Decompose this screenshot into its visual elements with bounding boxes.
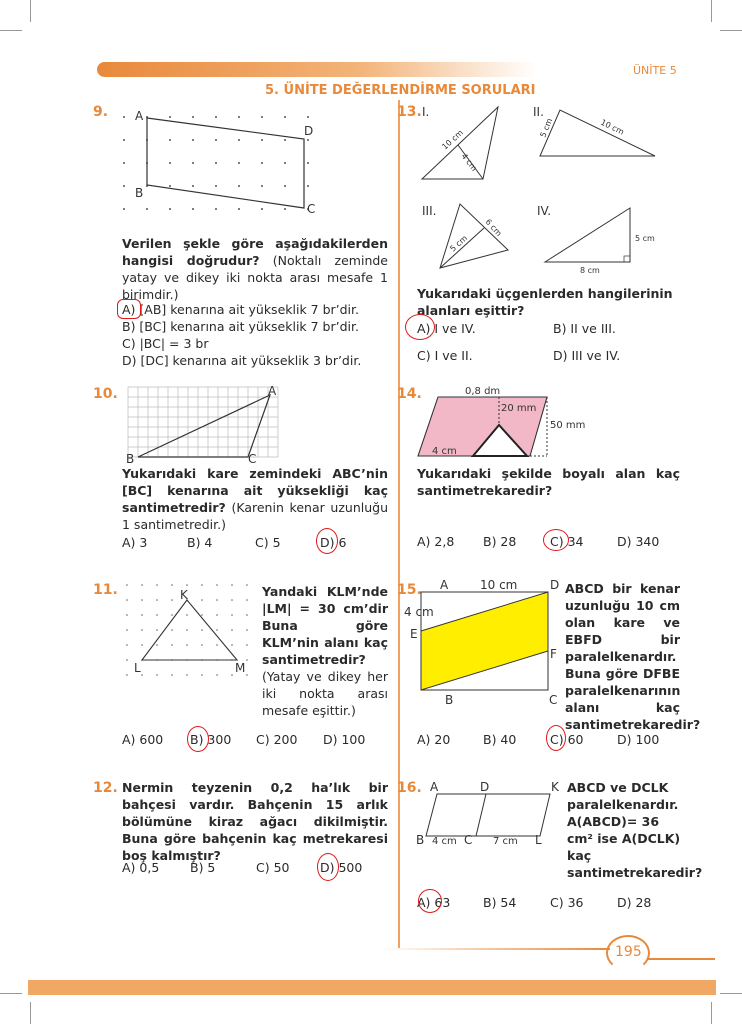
svg-text:D: D <box>550 578 560 592</box>
grid-dot <box>201 599 203 601</box>
grid-dot <box>146 208 148 210</box>
question-number: 13. <box>397 104 422 120</box>
svg-text:K: K <box>551 780 559 794</box>
grid-dot <box>126 584 128 586</box>
answer-mark <box>543 529 569 551</box>
q12-question-text: Nermin teyzenin 0,2 ha’lık bir bahçesi vardır. Bahçenin 15 arlık bölümüne kiraz ağacı dikilmiştir. Buna göre bahçenin kaç metrekaresi boş kalmıştır? <box>122 780 388 863</box>
grid-dot <box>141 629 143 631</box>
grid-dot <box>156 629 158 631</box>
q14-option-b[interactable]: B) 28 <box>483 534 517 549</box>
svg-text:D: D <box>304 124 314 138</box>
grid-dot <box>307 116 309 118</box>
crop-mark <box>711 0 712 22</box>
grid-dot <box>215 185 217 187</box>
grid-dot <box>141 599 143 601</box>
svg-text:C: C <box>307 202 316 216</box>
grid-dot <box>284 162 286 164</box>
grid-dot <box>169 208 171 210</box>
svg-text:4 cm: 4 cm <box>404 605 434 619</box>
q11-option-d[interactable]: D) 100 <box>323 732 366 747</box>
page-title: 5. ÜNİTE DEĞERLENDİRME SORULARI <box>265 83 536 98</box>
svg-text:6 cm: 6 cm <box>483 217 504 239</box>
svg-text:B: B <box>445 693 454 707</box>
crop-mark <box>30 0 31 22</box>
grid-dot <box>216 674 218 676</box>
svg-text:B: B <box>416 833 425 847</box>
q11-dot-grid-figure <box>120 580 260 680</box>
grid-dot <box>141 644 143 646</box>
grid-dot <box>169 116 171 118</box>
grid-dot <box>231 644 233 646</box>
svg-text:A: A <box>135 109 144 123</box>
q12-option-c[interactable]: C) 50 <box>256 860 290 875</box>
grid-dot <box>192 116 194 118</box>
answer-mark <box>405 314 435 340</box>
svg-text:10 cm: 10 cm <box>599 117 626 137</box>
grid-dot <box>126 659 128 661</box>
grid-dot <box>238 139 240 141</box>
svg-text:5 cm: 5 cm <box>635 234 655 243</box>
q14-question-text: Yukarıdaki şekilde boyalı alan kaç santimetrekaredir? <box>417 466 680 498</box>
q14-option-a[interactable]: A) 2,8 <box>417 534 455 549</box>
grid-dot <box>186 584 188 586</box>
answer-mark <box>187 726 209 752</box>
grid-dot <box>201 674 203 676</box>
grid-dot <box>171 584 173 586</box>
svg-text:C: C <box>549 693 558 707</box>
answer-mark <box>316 528 338 554</box>
q15-option-a[interactable]: A) 20 <box>417 732 451 747</box>
svg-text:A: A <box>268 384 277 398</box>
svg-text:50 mm: 50 mm <box>550 420 586 431</box>
grid-dot <box>284 139 286 141</box>
grid-dot <box>261 162 263 164</box>
grid-dot <box>307 185 309 187</box>
svg-text:0,8 dm: 0,8 dm <box>465 386 501 397</box>
grid-dot <box>171 599 173 601</box>
q13-triangles-figure <box>405 100 695 280</box>
grid-dot <box>169 185 171 187</box>
q14-shaded-parallelogram-figure <box>410 383 600 463</box>
svg-text:K: K <box>180 588 188 602</box>
q9-option-c[interactable]: C) |BC| = 3 br <box>122 336 209 351</box>
grid-dot <box>246 599 248 601</box>
svg-text:20 mm: 20 mm <box>501 403 537 414</box>
grid-dot <box>231 599 233 601</box>
q12-option-d[interactable]: D) 500 <box>320 860 363 875</box>
grid-dot <box>123 116 125 118</box>
q12-option-a[interactable]: A) 0,5 <box>122 860 160 875</box>
svg-text:E: E <box>410 627 418 641</box>
question-number: 14. <box>397 386 422 402</box>
q14-option-d[interactable]: D) 340 <box>617 534 660 549</box>
q9-option-a[interactable]: A) [AB] kenarına ait yükseklik 7 br’dir. <box>122 302 359 317</box>
question-number: 11. <box>93 582 118 598</box>
grid-dot <box>216 614 218 616</box>
svg-text:II.: II. <box>533 105 544 119</box>
grid-dot <box>169 139 171 141</box>
q13-option-b[interactable]: B) II ve III. <box>553 321 616 336</box>
grid-dot <box>231 629 233 631</box>
answer-mark <box>418 889 442 913</box>
grid-dot <box>201 584 203 586</box>
q10-option-d[interactable]: D) 6 <box>320 535 347 550</box>
svg-text:C: C <box>248 452 257 466</box>
grid-dot <box>171 644 173 646</box>
grid-dot <box>307 162 309 164</box>
page-number: 195 <box>615 944 642 960</box>
svg-text:IV.: IV. <box>537 204 552 218</box>
answer-mark <box>546 725 566 751</box>
question-number: 10. <box>93 386 118 402</box>
grid-dot <box>186 644 188 646</box>
grid-dot <box>141 614 143 616</box>
q16-option-a[interactable]: A) 63 <box>417 895 451 910</box>
grid-dot <box>201 614 203 616</box>
grid-dot <box>216 629 218 631</box>
grid-dot <box>186 674 188 676</box>
grid-dot <box>126 614 128 616</box>
svg-text:M: M <box>235 661 246 675</box>
q10-option-c[interactable]: C) 5 <box>255 535 281 550</box>
crop-mark <box>720 993 742 994</box>
svg-text:L: L <box>134 661 141 675</box>
q15-option-c[interactable]: C) 60 <box>550 732 584 747</box>
q9-question-text: Verilen şekle göre aşağıdakilerden hangisi doğrudur? (Noktalı zeminde yatay ve dikey iki nokta arası mesafe 1 birimdir.) <box>122 236 388 302</box>
grid-dot <box>123 208 125 210</box>
grid-dot <box>201 629 203 631</box>
crop-mark <box>30 1002 31 1024</box>
grid-dot <box>123 139 125 141</box>
svg-text:L: L <box>535 833 542 847</box>
svg-text:5 cm: 5 cm <box>538 116 555 139</box>
svg-text:5 cm: 5 cm <box>448 233 470 254</box>
footer-bar <box>28 980 716 995</box>
grid-dot <box>186 629 188 631</box>
grid-dot <box>231 674 233 676</box>
grid-dot <box>186 614 188 616</box>
q14-option-c[interactable]: C) 34 <box>550 534 584 549</box>
grid-dot <box>284 208 286 210</box>
question-number: 12. <box>93 780 118 796</box>
q10-option-b[interactable]: B) 4 <box>187 535 213 550</box>
q15-option-d[interactable]: D) 100 <box>617 732 660 747</box>
answer-mark <box>317 853 339 881</box>
grid-dot <box>141 674 143 676</box>
grid-dot <box>126 674 128 676</box>
grid-dot <box>171 674 173 676</box>
grid-dot <box>238 185 240 187</box>
grid-dot <box>284 185 286 187</box>
question-number: 16. <box>397 780 422 796</box>
grid-dot <box>169 162 171 164</box>
q16-option-d[interactable]: D) 28 <box>617 895 652 910</box>
unit-label: ÜNİTE 5 <box>633 64 677 77</box>
crop-mark <box>0 993 22 994</box>
grid-dot <box>123 162 125 164</box>
footer-line-right <box>648 958 715 960</box>
q9-dot-grid-figure <box>115 105 335 220</box>
q13-question-text: Yukarıdaki üçgenlerden hangilerinin alanları eşittir? <box>417 286 673 318</box>
q10-question-text: Yukarıdaki kare zemindeki ABC’nin [BC] kenarına ait yüksekliği kaç santimetredir? (Karenin kenar uzunluğu 1 santimetredir.) <box>122 466 388 532</box>
q11-option-c[interactable]: C) 200 <box>256 732 298 747</box>
grid-dot <box>284 116 286 118</box>
column-divider <box>398 100 400 950</box>
grid-dot <box>201 644 203 646</box>
header-bar <box>97 62 537 77</box>
question-number: 15. <box>397 582 422 598</box>
q15-question-text: ABCD bir kenar uzunluğu 10 cm olan kare ve EBFD bir paralelkenardır. Buna göre DFBE paralelkenarının alanı kaç santimetrekaredir? <box>565 581 701 732</box>
grid-dot <box>261 185 263 187</box>
grid-dot <box>192 208 194 210</box>
q15-option-b[interactable]: B) 40 <box>483 732 517 747</box>
grid-dot <box>238 116 240 118</box>
q12-option-b[interactable]: B) 5 <box>190 860 216 875</box>
q11-question-text: Yandaki KLM’nde |LM| = 30 cm’dir Buna göre KLM’nin alanı kaç santimetredir? (Yatay ve dikey her iki nokta arası mesafe eşittir.) <box>262 584 388 718</box>
svg-text:10 cm: 10 cm <box>440 128 465 152</box>
grid-dot <box>192 139 194 141</box>
grid-dot <box>156 644 158 646</box>
q9-option-b[interactable]: B) [BC] kenarına ait yükseklik 7 br’dir. <box>122 319 359 334</box>
grid-dot <box>156 584 158 586</box>
grid-dot <box>126 644 128 646</box>
q11-option-a[interactable]: A) 600 <box>122 732 164 747</box>
q11-option-b[interactable]: B) 300 <box>190 732 232 747</box>
grid-dot <box>192 162 194 164</box>
svg-text:C: C <box>464 833 473 847</box>
grid-dot <box>246 644 248 646</box>
grid-dot <box>231 614 233 616</box>
svg-text:A: A <box>430 780 439 794</box>
svg-text:8 cm: 8 cm <box>580 266 600 275</box>
q9-option-d[interactable]: D) [DC] kenarına ait yükseklik 3 br’dir. <box>122 353 362 368</box>
svg-text:III.: III. <box>422 204 437 218</box>
crop-mark <box>0 30 22 31</box>
q16-option-c[interactable]: C) 36 <box>550 895 584 910</box>
grid-dot <box>246 629 248 631</box>
grid-dot <box>126 629 128 631</box>
grid-dot <box>246 614 248 616</box>
grid-dot <box>216 584 218 586</box>
q16-parallelograms-figure <box>410 776 560 846</box>
grid-dot <box>261 208 263 210</box>
grid-dot <box>246 659 248 661</box>
grid-dot <box>231 584 233 586</box>
grid-dot <box>141 584 143 586</box>
grid-dot <box>156 614 158 616</box>
q16-option-b[interactable]: B) 54 <box>483 895 517 910</box>
grid-dot <box>246 674 248 676</box>
grid-dot <box>216 644 218 646</box>
svg-text:B: B <box>135 186 144 200</box>
grid-dot <box>123 185 125 187</box>
grid-dot <box>216 599 218 601</box>
q13-option-d[interactable]: D) III ve IV. <box>553 348 621 363</box>
grid-dot <box>126 599 128 601</box>
q13-option-a[interactable]: A) I ve IV. <box>417 321 476 336</box>
grid-dot <box>215 139 217 141</box>
grid-dot <box>171 629 173 631</box>
grid-dot <box>215 116 217 118</box>
grid-dot <box>261 116 263 118</box>
grid-dot <box>261 139 263 141</box>
svg-text:4 cm: 4 cm <box>459 151 479 173</box>
svg-text:10 cm: 10 cm <box>480 578 518 592</box>
q10-option-a[interactable]: A) 3 <box>122 535 148 550</box>
answer-mark <box>117 299 141 319</box>
svg-text:4 cm: 4 cm <box>432 836 457 847</box>
q13-option-c[interactable]: C) I ve II. <box>417 348 473 363</box>
footer-line <box>380 948 610 950</box>
grid-dot <box>246 584 248 586</box>
grid-dot <box>215 208 217 210</box>
svg-text:D: D <box>480 780 490 794</box>
crop-mark <box>711 1002 712 1024</box>
grid-dot <box>192 185 194 187</box>
crop-mark <box>720 30 742 31</box>
grid-dot <box>307 139 309 141</box>
svg-text:4 cm: 4 cm <box>432 446 457 457</box>
svg-text:I.: I. <box>422 105 430 119</box>
grid-dot <box>238 162 240 164</box>
question-number: 9. <box>93 104 109 120</box>
grid-dot <box>156 599 158 601</box>
svg-text:F: F <box>550 647 557 661</box>
grid-dot <box>171 614 173 616</box>
q10-square-grid-figure <box>120 383 290 466</box>
svg-text:B: B <box>126 452 135 466</box>
grid-dot <box>156 674 158 676</box>
grid-dot <box>238 208 240 210</box>
svg-text:7 cm: 7 cm <box>493 836 518 847</box>
grid-dot <box>215 162 217 164</box>
svg-text:A: A <box>440 578 449 592</box>
q16-question-text: ABCD ve DCLK paralelkenardır. A(ABCD)= 36 cm² ise A(DCLK) kaç santimetrekaredir? <box>567 780 703 880</box>
